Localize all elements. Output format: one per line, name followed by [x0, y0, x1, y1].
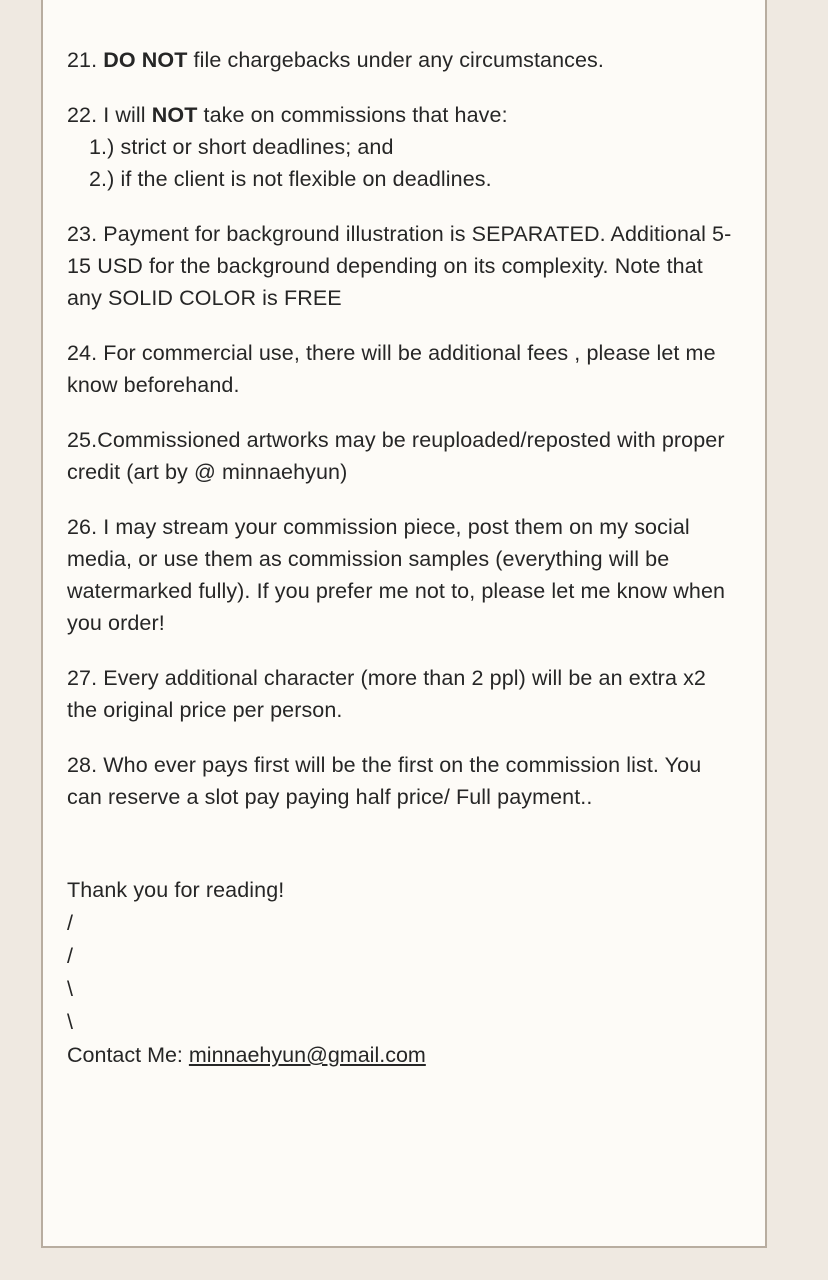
ornament-line-3: \: [67, 977, 73, 1001]
item-22-rest: take on commissions that have:: [197, 103, 508, 127]
terms-item-28: 28. Who ever pays first will be the first on the commission list. You can reserve a slot pay paying half price/ Full payment..: [67, 753, 702, 809]
document-page: [41, 0, 767, 1248]
item-22-prefix: 22. I will: [67, 103, 152, 127]
item-22-emphasis: NOT: [151, 103, 198, 127]
terms-item-21: [67, 44, 737, 76]
terms-item-22-sub: [67, 131, 737, 195]
item-22-sub-1: 1.) strict or short deadlines; and: [89, 135, 394, 159]
terms-item-24: 24. For commercial use, there will be additional fees , please let me know beforehand.: [67, 341, 716, 397]
contact-email-link[interactable]: minnaehyun@gmail.com: [188, 1043, 426, 1067]
contact-label: Contact Me:: [67, 1043, 189, 1067]
ornament-line-2: /: [67, 944, 73, 968]
ornament-line-1: /: [67, 911, 73, 935]
closing-spacer: [67, 836, 737, 874]
item-21-emphasis: DO NOT: [103, 48, 188, 72]
document-content: [43, 0, 765, 1072]
terms-item-25: 25.Commissioned artworks may be reuploaded/reposted with proper credit (art by @ minnaehyun): [67, 428, 725, 484]
terms-item-23: 23. Payment for background illustration is SEPARATED. Additional 5-15 USD for the background depending on its complexity. Note that any SOLID COLOR is FREE: [67, 222, 732, 310]
ornament-line-4: \: [67, 1010, 73, 1034]
contact-row: [67, 1039, 737, 1072]
thank-you-text: Thank you for reading!: [67, 878, 285, 902]
item-21-rest: file chargebacks under any circumstances.: [187, 48, 604, 72]
terms-item-27: 27. Every additional character (more than 2 ppl) will be an extra x2 the original price per person.: [67, 666, 706, 722]
item-22-sub-2: 2.) if the client is not flexible on deadlines.: [89, 167, 492, 191]
terms-item-26: 26. I may stream your commission piece, post them on my social media, or use them as commission samples (everything will be watermarked fully). If you prefer me not to, please let me know when you order!: [67, 515, 726, 635]
item-21-prefix: 21.: [67, 48, 104, 72]
terms-item-22: [67, 99, 737, 131]
